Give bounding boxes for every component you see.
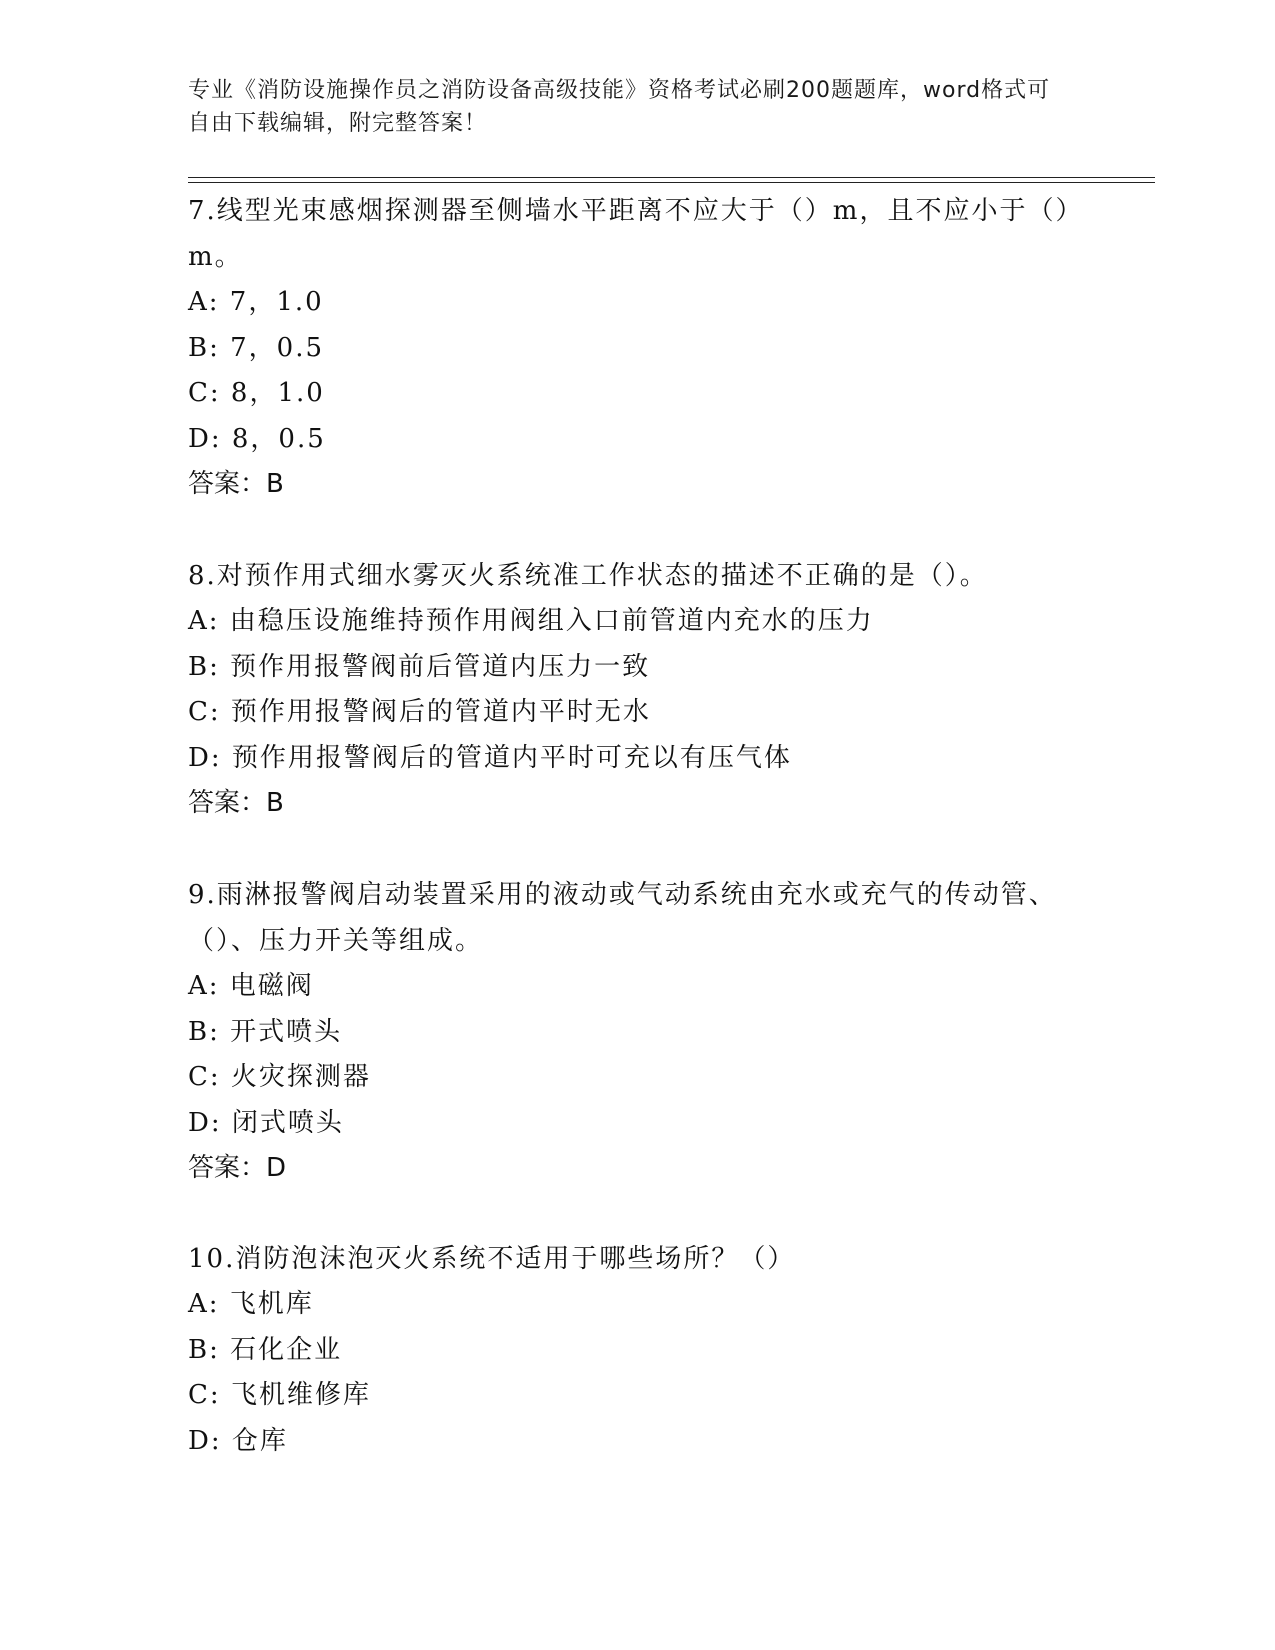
answer-label: 答案：B	[188, 469, 284, 499]
header-divider-top	[188, 177, 1155, 178]
option-b: B: 7，0.5	[188, 332, 325, 363]
question-10	[188, 1236, 1088, 1464]
option-d: D: 闭式喷头	[188, 1107, 344, 1138]
option-c: C: 8，1.0	[188, 378, 325, 408]
question-8	[188, 553, 1088, 826]
question-title: 10.消防泡沫泡灭火系统不适用于哪些场所？（）	[188, 1244, 796, 1274]
question-9	[188, 872, 1088, 1191]
option-b: B: 开式喷头	[188, 1016, 343, 1047]
option-d: D: 预作用报警阀后的管道内平时可充以有压气体	[188, 742, 792, 773]
question-title: 7.线型光束感烟探测器至侧墙水平距离不应大于（）m，且不应小于（）m。	[188, 196, 1084, 272]
header-divider-bottom	[188, 182, 1155, 183]
option-c: C: 飞机维修库	[188, 1380, 371, 1410]
option-b: B: 预作用报警阀前后管道内压力一致	[188, 651, 651, 682]
question-7	[188, 188, 1088, 507]
answer-label: 答案：D	[188, 1153, 287, 1183]
option-a: A: 电磁阀	[188, 971, 314, 1001]
answer-label: 答案：B	[188, 788, 284, 818]
question-title: 9.雨淋报警阀启动装置采用的液动或气动系统由充水或充气的传动管、（）、压力开关等组成。	[188, 880, 1057, 956]
option-b: B: 石化企业	[188, 1334, 343, 1365]
option-c: C: 火灾探测器	[188, 1062, 371, 1092]
option-d: D: 8，0.5	[188, 423, 326, 454]
option-a: A: 7，1.0	[188, 287, 324, 317]
document-header: 专业《消防设施操作员之消防设备高级技能》资格考试必刷200题题库，word格式可自由下载编辑，附完整答案！	[188, 78, 1051, 136]
option-a: A: 由稳压设施维持预作用阀组入口前管道内充水的压力	[188, 606, 874, 636]
option-c: C: 预作用报警阀后的管道内平时无水	[188, 697, 651, 727]
question-title: 8.对预作用式细水雾灭火系统准工作状态的描述不正确的是（）。	[188, 561, 988, 591]
option-a: A: 飞机库	[188, 1289, 314, 1319]
option-d: D: 仓库	[188, 1425, 288, 1456]
